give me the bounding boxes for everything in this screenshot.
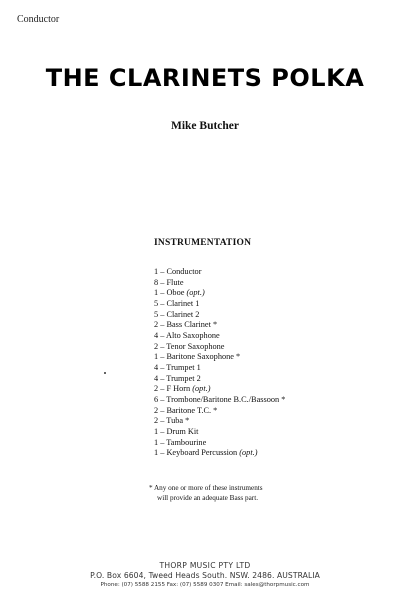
- optional-note: (opt.): [239, 448, 258, 458]
- publisher-contact: Phone: (07) 5588 2155 Fax: (07) 5589 0307 Email: sales@thorpmusic.com: [100, 582, 310, 588]
- part-label: Conductor: [17, 14, 60, 25]
- instrument-item: 2 – F Horn (opt.): [154, 384, 211, 394]
- publisher-name: THORP MUSIC PTY LTD: [159, 561, 251, 570]
- publisher-address: P.O. Box 6604, Tweed Heads South. NSW. 2486. AUSTRALIA: [90, 571, 320, 580]
- instrument-item: 5 – Clarinet 1: [154, 298, 200, 308]
- instrument-item: 1 – Baritone Saxophone *: [154, 352, 241, 362]
- piece-title: THE CLARINETS POLKA: [45, 64, 365, 92]
- instrument-item: 2 – Tenor Saxophone: [154, 341, 225, 351]
- publisher-block: [0, 561, 410, 588]
- instrument-item: 1 – Tambourine: [154, 437, 207, 447]
- instrument-item: 4 – Trumpet 1: [154, 362, 201, 372]
- stray-mark: [104, 372, 106, 374]
- instrument-item: 5 – Clarinet 2: [154, 309, 200, 319]
- bass-part-footnote: [149, 483, 263, 503]
- instrument-item: 4 – Alto Saxophone: [154, 330, 220, 340]
- instrument-item: 2 – Baritone T.C. *: [154, 405, 218, 415]
- instrument-item: 8 – Flute: [154, 277, 184, 287]
- instrument-item: 1 – Keyboard Percussion (opt.): [154, 448, 258, 458]
- instrument-item: 1 – Conductor: [154, 267, 202, 276]
- optional-note: (opt.): [186, 288, 205, 298]
- instrument-item: 6 – Trombone/Baritone B.C./Bassoon *: [154, 394, 286, 404]
- instrument-item: 4 – Trumpet 2: [154, 373, 201, 383]
- instrument-item: 1 – Oboe (opt.): [154, 288, 205, 298]
- optional-note: (opt.): [192, 384, 211, 394]
- instrumentation-list: [154, 267, 285, 459]
- composer-name: Mike Butcher: [170, 120, 240, 132]
- footnote-line-1: * Any one or more of these instruments: [149, 484, 263, 492]
- instrumentation-heading: INSTRUMENTATION: [154, 238, 252, 248]
- instrument-item: 2 – Tuba *: [154, 416, 190, 426]
- instrument-item: 2 – Bass Clarinet *: [154, 320, 218, 330]
- instrument-item: 1 – Drum Kit: [154, 426, 199, 436]
- footnote-line-2: will provide an adequate Bass part.: [157, 494, 258, 502]
